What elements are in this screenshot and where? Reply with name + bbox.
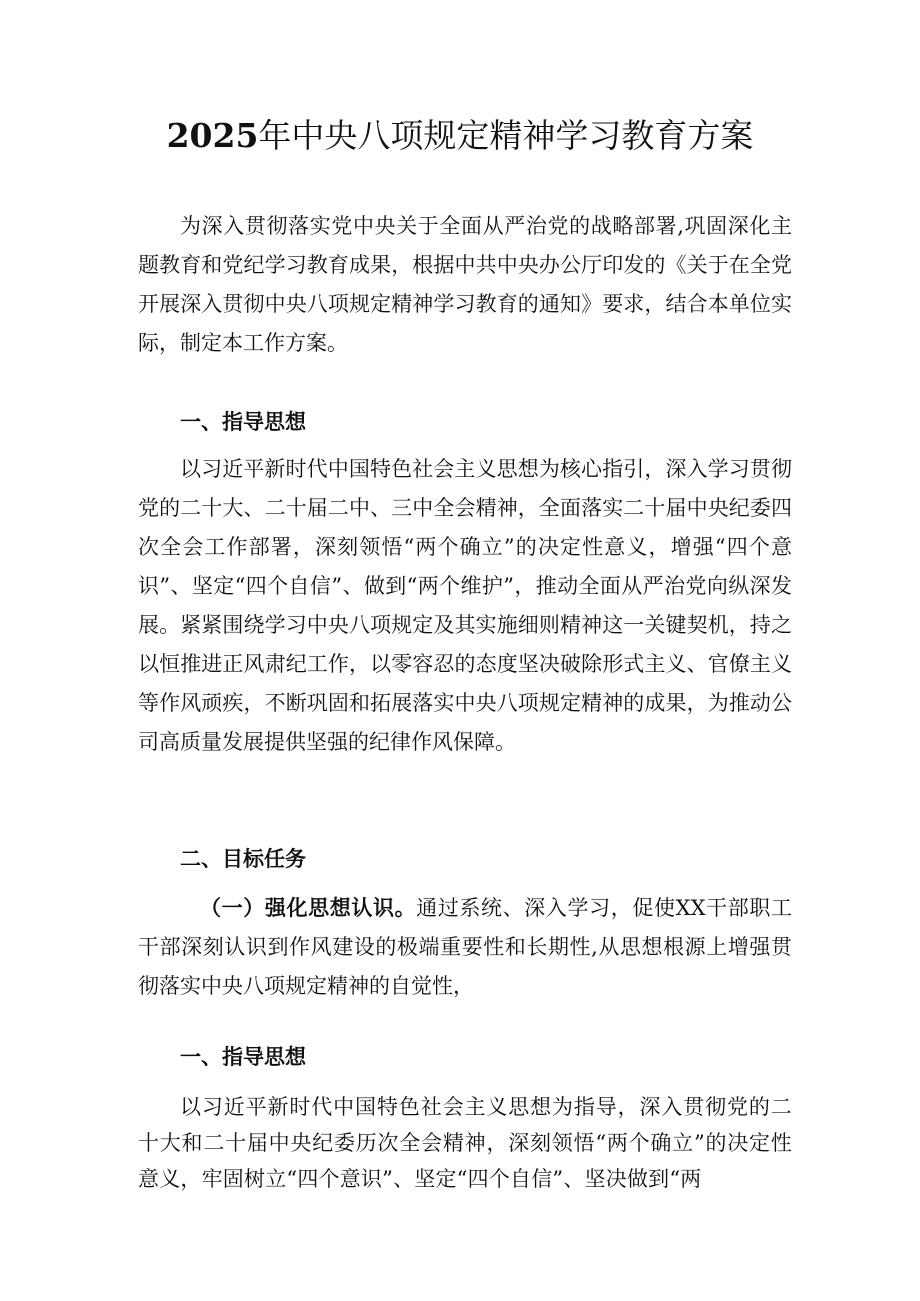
title-year: 2025 <box>166 116 259 155</box>
section-heading-guiding-thought-repeat: 一、指导思想 <box>180 1044 306 1069</box>
task-1-lead: （一）强化思想认识。 <box>200 895 417 920</box>
guiding-thought-paragraph: 以习近平新时代中国特色社会主义思想为核心指引，深入学习贯彻党的二十大、二十届二中、三中全会精神，全面落实二十届中央纪委四次全会工作部署，深刻领悟“两个确立”的决定性意义，增强“四个意识”、坚定“四个自信”、做到“两个维护”，推动全面从严治党向纵深发展。紧紧围绕学习中央八项规定及其实施细则精神这一关键契机，持之以恒推进正风肃纪工作，以零容忍的态度坚决破除形式主义、官僚主义等作风顽疾，不断巩固和拓展落实中央八项规定精神的成果，为推动公司高质量发展提供坚强的纪律作风保障。 <box>138 457 792 754</box>
task-1-text: 通过系统、深入学习，促使XX干部职工干部深刻认识到作风建设的极端重要性和长期性,从思想根源上增强贯彻落实中央八项规定精神的自觉性， <box>138 896 793 998</box>
guiding-thought-paragraph-repeat: 以习近平新时代中国特色社会主义思想为指导，深入贯彻党的二十大和二十届中央纪委历次全会精神，深刻领悟“两个确立”的决定性意义，牢固树立“四个意识”、坚定“四个自信”、坚决做到“两 <box>138 1095 792 1191</box>
intro-paragraph: 为深入贯彻落实党中央关于全面从严治党的战略部署,巩固深化主题教育和党纪学习教育成果，根据中共中央办公厅印发的《关于在全党开展深入贯彻中央八项规定精神学习教育的通知》要求，结合本单位实际，制定本工作方案。 <box>138 214 792 355</box>
title-text: 年中央八项规定精神学习教育方案 <box>258 116 754 155</box>
document-title <box>0 112 920 160</box>
task-1-paragraph <box>138 888 792 1006</box>
section-heading-guiding-thought: 一、指导思想 <box>180 409 306 434</box>
section-heading-goals-tasks: 二、目标任务 <box>180 846 306 871</box>
